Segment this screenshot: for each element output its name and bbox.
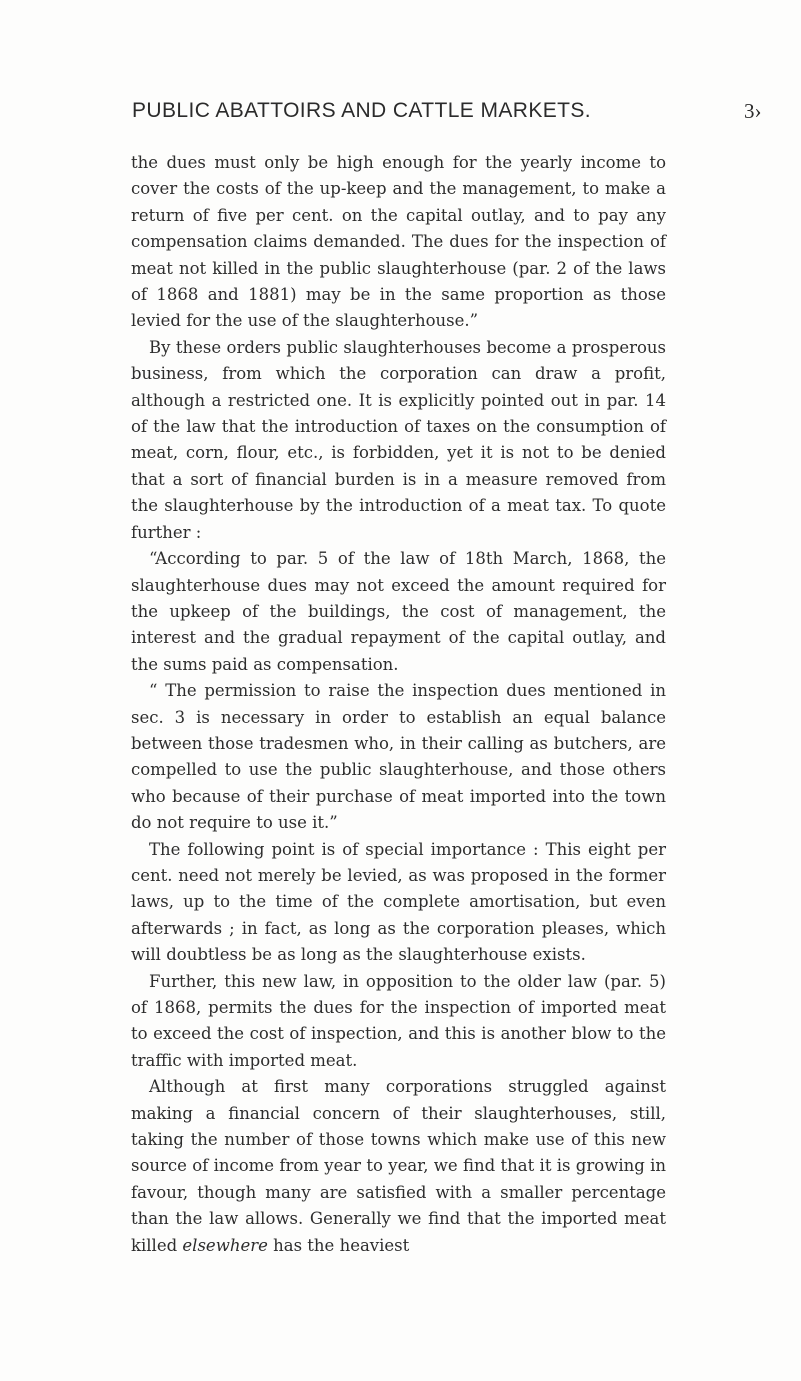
paragraph-quotation: “According to par. 5 of the law of 18th March, 1868, the slaughterhouse dues may not exceed the amount required for the upkeep of the buildings, the cost of management, the interest and the gradual repayment of the capital outlay, and the sums paid as compensation. xyxy=(131,549,666,674)
text-run: has the heaviest xyxy=(267,1235,410,1255)
text-run: Although at first many corporations struggled against making a financial concern of their slaughterhouses, still, taking the number of those towns which make use of this new source of income from year to year, we find that it is growing in favour, though many are satisfied with a smaller percentage than the law allows. Generally we find that the imported meat killed xyxy=(131,1077,666,1255)
running-head-title: PUBLIC ABATTOIRS AND CATTLE MARKETS. xyxy=(132,99,591,122)
paragraph-last xyxy=(131,1074,666,1259)
paragraph: Further, this new law, in opposition to the older law (par. 5) of 1868, permits the dues for the inspection of imported meat to exceed the cost of inspection, and this is another blow to the traffic with imported meat. xyxy=(131,971,666,1070)
italic-word: elsewhere xyxy=(182,1235,268,1255)
paragraph-quotation: “ The permission to raise the inspection dues mentioned in sec. 3 is necessary in order to establish an equal balance between those tradesmen who, in their calling as butchers, are compelled to use the public slaughterhouse, and those others who because of their purchase of meat imported into the town do not require to use it.” xyxy=(131,681,666,833)
paragraph: By these orders public slaughterhouses become a prosperous business, from which the corporation can draw a profit, although a restricted one. It is explicitly pointed out in par. 14 of the law that the introduction of taxes on the consumption of meat, corn, flour, etc., is forbidden, yet it is not to be denied that a sort of financial burden is in a measure removed from the slaughterhouse by the introduction of a meat tax. To quote further : xyxy=(131,337,666,542)
page-number: 3› xyxy=(744,99,762,123)
body-text xyxy=(131,150,666,1259)
paragraph: The following point is of special importance : This eight per cent. need not merely be levied, as was proposed in the former laws, up to the time of the complete amortisation, but even afterwards ; in fact, as long as the corporation pleases, which will doubtless be as long as the slaughterhouse exists. xyxy=(131,839,666,965)
paragraph-continued: the dues must only be high enough for the yearly income to cover the costs of the up-keep and the management, to make a return of five per cent. on the capital outlay, and to pay any compensation claims demanded. The dues for the inspection of meat not killed in the public slaughterhouse (par. 2 of the laws of 1868 and 1881) may be in the same proportion as those levied for the use of the slaughterhouse.” xyxy=(131,153,666,331)
